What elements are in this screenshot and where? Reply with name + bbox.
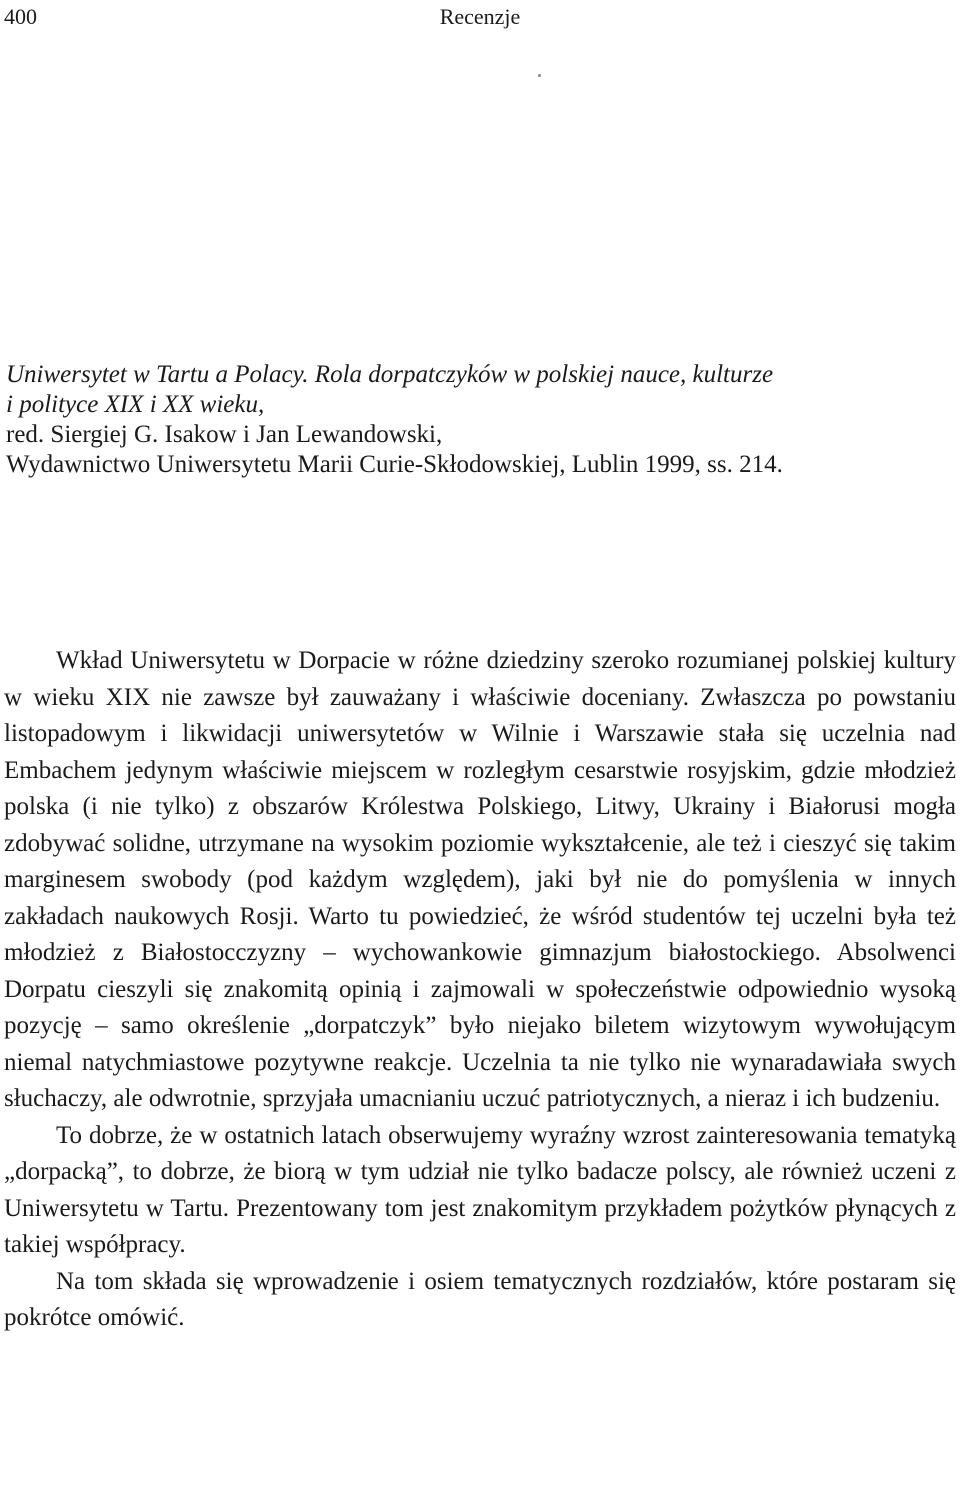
paragraph-2: To dobrze, że w ostatnich latach obserwujemy wyraźny wzrost zainteresowania tematyką „dorpacką”, to dobrze, że biorą w tym udział nie tylko badacze polscy, ale również uczeni z Uniwersytetu w Tartu. Prezentowany tom jest znakomitym przykładem pożytków płynących z takiej współpracy. bbox=[4, 1121, 956, 1258]
review-body bbox=[4, 643, 956, 1337]
section-title: Recenzje bbox=[439, 4, 521, 29]
book-title-line-1: Uniwersytet w Tartu a Polacy. Rola dorpatczyków w polskiej nauce, kulturze bbox=[6, 361, 774, 388]
scan-speck bbox=[538, 74, 541, 77]
bibliographic-entry bbox=[6, 360, 956, 480]
book-editors: red. Siergiej G. Isakow i Jan Lewandowski, bbox=[6, 421, 443, 448]
book-title-line-2: i polityce XIX i XX wieku, bbox=[6, 391, 265, 418]
page-number: 400 bbox=[4, 4, 37, 29]
paragraph-1: Wkład Uniwersytetu w Dorpacie w różne dziedziny szeroko rozumianej polskiej kultury w wieku XIX nie zawsze był zauważany i właściwie doceniany. Zwłaszcza po powstaniu listopadowym i likwidacji uniwersytetów w Wilnie i Warszawie stała się uczelnia nad Embachem jedynym właściwie miejscem w rozległym cesarstwie rosyjskim, gdzie młodzież polska (i nie tylko) z obszarów Królestwa Polskiego, Litwy, Ukrainy i Białorusi mogła zdobywać solidne, utrzymane na wysokim poziomie wykształcenie, ale też i cieszyć się takim marginesem swobody (pod każdym względem), jaki był nie do pomyślenia w innych zakładach naukowych Rosji. Warto tu powiedzieć, że wśród studentów tej uczelni była też młodzież z Białostocczyzny – wychowankowie gimnazjum białostockiego. Absolwenci Dorpatu cieszyli się znakomitą opinią i zajmowali w społeczeństwie odpowiednio wysoką pozycję – samo określenie „dorpatczyk” było niejako biletem wizytowym wywołującym niemal natychmiastowe pozytywne reakcje. Uczelnia ta nie tylko nie wynaradawiała swych słuchaczy, ale odwrotnie, sprzyjała umacnianiu uczuć patriotycznych, a nieraz i ich budzeniu. bbox=[4, 647, 956, 1112]
running-head bbox=[0, 0, 960, 36]
book-publisher: Wydawnictwo Uniwersytetu Marii Curie-Skłodowskiej, Lublin 1999, ss. 214. bbox=[6, 451, 783, 478]
paragraph-3: Na tom składa się wprowadzenie i osiem tematycznych rozdziałów, które postaram się pokrótce omówić. bbox=[4, 1267, 956, 1331]
